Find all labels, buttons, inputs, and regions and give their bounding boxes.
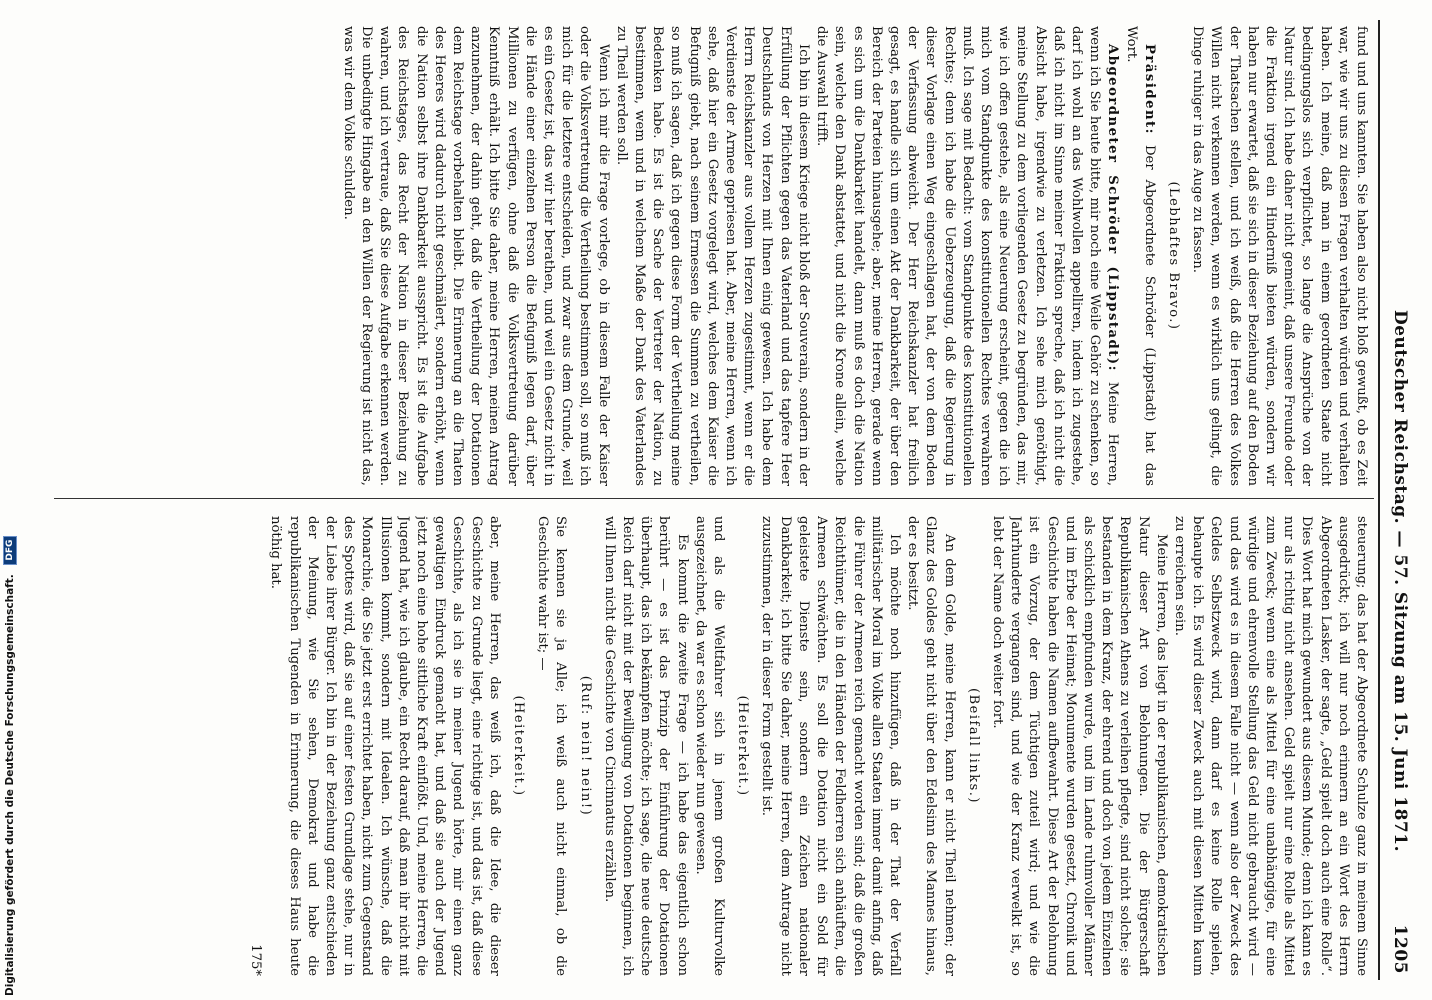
speaker-name: Abgeordneter Schröder (Lippstadt): [1105, 44, 1121, 372]
stage-direction: (Beifall links.) [965, 688, 981, 804]
stage-direction: (Heiterkeit.) [511, 695, 527, 797]
paragraph: Es kommt die zweite Frage — ich habe das eigentlich schon berührt — es ist das Prinzip der Einführung der Dotationen überhaupt, das ich bekämpfen möchte; ich sage, die neue deutsche Reich darf nicht mit der Bewilligung von Dotationen beginnen, ich will Ihnen nicht die Geschichte von Cincinnatus erzählen. [601, 516, 690, 976]
dfg-logo: DFG [3, 536, 17, 565]
paragraph: Ich möchte noch hinzufügen, daß in der That der Verfall militärischer Moral im Volke allen Staaten immer damit anfing, daß die Führer der Armeen reich gemacht worden sind; daß die großen Reichthümer, die in den Händen der Feldherren sich anhäuften, die Armeen schwächten. Es soll die Dotation nicht ein Sold für geleistete Dienste sein, sondern ein Zeichen nationaler Dankbarkeit; ich bitte Sie daher, meine Herren, dem Antrage nicht zuzustimmen, der in dieser Form gestellt ist. [759, 516, 902, 976]
digitization-credit [3, 536, 17, 996]
column-divider [54, 498, 1374, 499]
text-column-right [50, 516, 1370, 976]
paragraph: steuerung; das hat der Abgeordnete Schulze ganz in meinem Sinne ausgedrückt; ich will nur noch erinnern an ein Wort des Herrn Abgeordneten Lasker, der sagte, „Geld spielt doch auch eine Rolle“. Dies Wort hat mich gewundert aus diesem Munde; denn ich kann es nur als richtig nicht ansehen. Geld spielt nur eine Rolle als Mittel zum Zweck; wenn eine als Mittel für eine unabhängige, für eine würdige und ehrenvolle Stellung das Geld nicht gebraucht wird — und das wird es in diesem Falle nicht — wenn also der Zweck des Geldes Selbstzweck wird, dann darf es keine Rolle spielen, behaupte ich. Es wird dieser Zweck auch mit diesen Mitteln kaum zu erreichen sein. [1171, 516, 1369, 976]
speaker-name: Präsident: [1141, 44, 1157, 136]
running-header [1382, 20, 1416, 980]
paragraph [812, 26, 1121, 486]
rotated-page-content [46, 20, 1416, 980]
stage-direction: (Ruf: nein! nein!) [577, 675, 593, 817]
signature-mark: 175* [248, 944, 264, 976]
header-title: Deutscher Reichstag. — 57. Sitzung am 15. Juni 1871. [1390, 310, 1410, 852]
paragraph: An dem Golde, meine Herren, kann er nicht Theil nehmen; der Glanz des Goldes geht nicht über den Edelsinn des Mannes hinaus, der es besitzt. [905, 516, 957, 976]
paragraph: Ich bin in diesem Kriege nicht bloß der Souverain, sondern in der Erfüllung der Pflichten gegen das Vaterland und das tapfere Heer Deutschlands von Herzen mit Ihnen einig gewesen. Ich habe dem Herrn Reichskanzler aus vollem Herzen zugestimmt, wenn er die Verdienste der Armee gepriesen hat. Aber, meine Herren, wenn ich sehe, daß hier ein Gesetz vorgelegt wird, welches dem Kaiser die Befugniß giebt, nach seinem Ermessen die Summen zu vertheilen, so muß ich sagen, daß ich gegen diese Form der Vertheilung meine Bedenken habe. Es ist die Sache der Vertreter der Nation, zu bestimmen, wem und in welchem Maße der Dank des Vaterlandes zu Theil werden soll. [613, 26, 811, 486]
stage-direction: (Heiterkeit.) [735, 695, 751, 797]
paragraph [1121, 26, 1157, 486]
stage-direction: (Lebhaftes Bravo.) [1165, 181, 1181, 331]
paragraph: Sie kennen sie ja Alle; ich weiß auch nicht einmal, ob die Geschichte wahr ist; — [535, 516, 569, 976]
paragraph: aber, meine Herren, das weiß ich, daß die Idee, die dieser Geschichte zu Grunde liegt, eine richtige ist, und das ist, daß diese Geschichte, als ich sie in meiner Jugend hörte, mir einen ganz gewaltigen Eindruck gemacht hat, und daß sie auch der Jugend jetzt noch eine hohe sittliche Kraft einflößt. Und, meine Herren, die Jugend hat, wie ich glaube, ein Recht darauf, daß man ihr nicht mit Illusionen kommt, sondern mit Idealen. Ich wünsche, daß die Monarchie, die Sie jetzt erst errichtet haben, nicht zum Gegenstand des Spottes wird, daß sie auf einer festen Grundlage stehe, nur in der Liebe ihrer Bürger. Ich bin in der Beziehung ganz entschieden der Meinung, wie Sie sehen, Demokrat und habe die republikanischen Tugenden in Erinnerung, die dieses Haus heute nöthig hat. [268, 516, 502, 976]
credit-text: Digitalisierung gefördert durch die Deutsche Forschungsgemeinschaft. [4, 574, 16, 996]
speaker-text: Der Abgeordnete Schröder (Lippstadt) hat das Wort. [1123, 26, 1157, 486]
paragraph: und als die Weltfahrer sich in jenem großen Kulturvolke ausgezeichnet, da war es schon wieder nun gewesen. [692, 516, 727, 976]
header-rule [1378, 20, 1380, 980]
text-column-left [50, 26, 1370, 486]
paragraph: fund und uns kannten. Sie haben also nicht bloß gewußt, ob es Zeit war, wie wir uns zu diesen Fragen verhalten würden und verhalten haben. Ich meine, daß man in einem geordneten Staate nicht bedingungslos sich verpflichtet, so lange die Ansprüche von der Natur sind. Ich habe daher nicht gemeint, daß unsere Freunde oder die Fraktion irgend ein Hinderniß bieten würden, sondern wir haben nur erwartet, daß sie sich in dieser Beziehung auf den Boden der Thatsachen stellen, und ich weiß, daß die Herren des Volkes Willen nicht verkennen werden, wenn es wirklich uns gelingt, die Dinge ruhiger in das Auge zu fassen. [1190, 26, 1369, 486]
paragraph: Wenn ich mir die Frage vorlege, ob in diesem Falle der Kaiser oder die Volksvertretung die Vertheilung bestimmen soll, so muß ich mich für die letztere entscheiden, und zwar aus dem Grunde, weil es ein Gesetz ist, das wir hier berathen, und weil ein Gesetz nicht in die Hände einer einzelnen Person die Befugniß legen darf, über Millionen zu verfügen, ohne daß die Volksvertretung darüber Kenntniß erhält. Ich bitte Sie daher, meine Herren, meinen Antrag anzunehmen, der dahin geht, daß die Vertheilung der Dotationen dem Reichstage vorbehalten bleibt. Die Erinnerung an die Thaten des Heeres wird dadurch nicht geschmälert, sondern erhöht, wenn die Nation selbst ihre Dankbarkeit ausspricht. Es ist die Aufgabe des Reichstages, das Recht der Nation in dieser Beziehung zu wahren, und ich vertraue, daß Sie diese Aufgabe erkennen werden. Die unbedingte Hingabe an den Willen der Regierung ist nicht das, was wir dem Volke schulden. [340, 26, 611, 486]
speaker-text: Meine Herren, wenn ich Sie heute bitte, mir noch eine Weile Gehör zu schenken, so darf ich wohl an das Wohlwollen appelliren, indem ich zugestehe, daß ich nicht im Sinne meiner Fraktion spreche, daß ich nicht die Absicht habe, irgendwie zu verletzen. Ich sehe mich genöthigt, meine Stellung zu dem vorliegenden Gesetz zu begründen, das mir, wie ich offen gestehe, als eine Neuerung erscheint, gegen die ich mich vom Standpunkte des konstitutionellen Rechtes verwahren muß. Ich sage mit Bedacht: vom Standpunkte des konstitutionellen Rechtes; denn ich habe die Ueberzeugung, daß die Regierung in dieser Vorlage einen Weg eingeschlagen hat, der von dem Boden der Verfassung abweicht. Der Herr Reichskanzler hat freilich gesagt, es handle sich um einen Akt der Dankbarkeit, der über den Bereich der Parteien hinausgehe; aber, meine Herren, gerade wenn es sich um die Dankbarkeit handelt, dann muß es doch die Nation sein, welche den Dank abstattet, und nicht die Krone allein, welche die Auswahl trifft. [814, 26, 1121, 486]
paragraph: Meine Herren, das liegt in der republikanischen, demokratischen Natur dieser Art von Belohnungen. Die der Bürgerschaft Republikanischen Athens zu verleihen pflegte, sind nicht solche; sie bestanden in dem Kranz, der ehrend und doch von jedem Einzelnen als schicklich empfunden wurde, und im Lande ruhmvoller Männer und im Erbe der Heimat; Monumente wurden gesetzt, Chronik und Geschichte haben die Namen aufbewahrt. Diese Art der Belohnung ist ein Vorzug, der dem Tüchtigen zuteil wird; und wie die Jahrhunderte vergangen sind, und wie der Kranz verwelkt ist, so lebt der Name doch weiter fort. [989, 516, 1169, 976]
page-number: 1205 [1390, 924, 1410, 974]
